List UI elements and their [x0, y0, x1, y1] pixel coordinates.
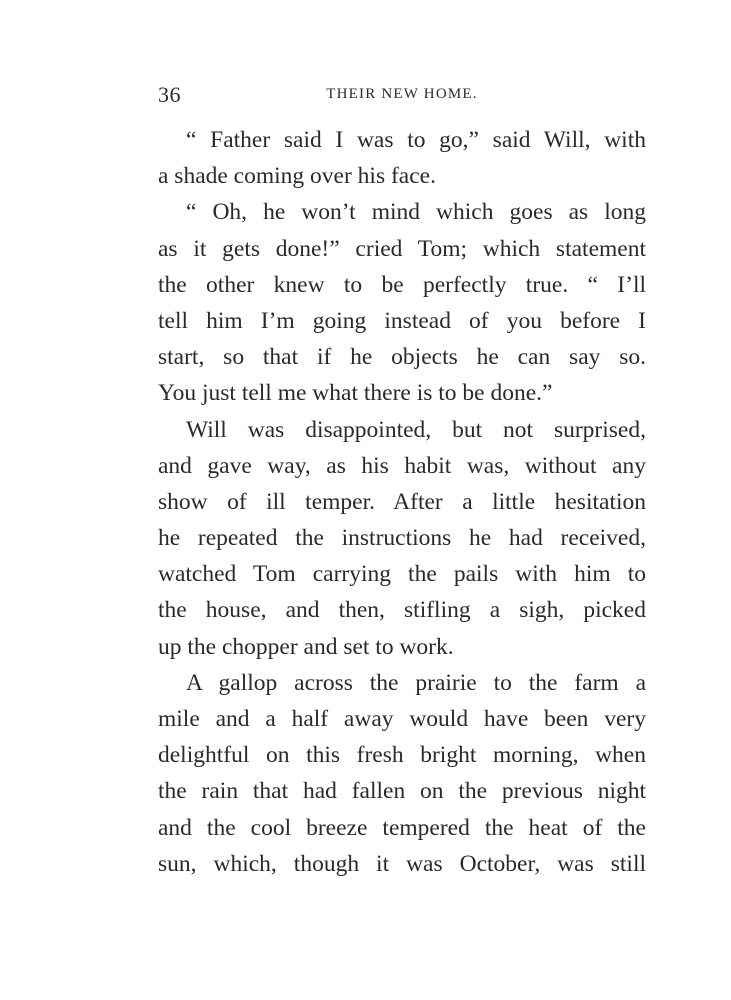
- text-line: delightful on this fresh bright morning, when: [158, 742, 646, 769]
- text-line: tell him I’m going instead of you before I: [158, 307, 646, 334]
- page-header: [158, 82, 646, 112]
- page-number: 36: [158, 82, 181, 107]
- text-line: the other knew to be perfectly true. “ I’ll: [158, 271, 646, 298]
- text-line: You just tell me what there is to be done.”: [158, 380, 553, 407]
- text-line: the rain that had fallen on the previous night: [158, 778, 646, 805]
- text-line: A gallop across the prairie to the farm a: [186, 669, 646, 696]
- text-line: up the chopper and set to work.: [158, 633, 454, 660]
- running-head: THEIR NEW HOME.: [326, 86, 478, 102]
- body-text: [158, 122, 646, 882]
- text-line: “ Oh, he won’t mind which goes as long: [186, 199, 646, 226]
- text-line: Will was disappointed, but not surprised,: [186, 416, 646, 443]
- text-line: and the cool breeze tempered the heat of the: [158, 814, 646, 841]
- text-line: “ Father said I was to go,” said Will, with: [186, 127, 646, 153]
- text-line: a shade coming over his face.: [158, 163, 436, 190]
- text-line: he repeated the instructions he had received,: [158, 525, 646, 552]
- text-line: and gave way, as his habit was, without any: [158, 452, 646, 479]
- text-line: watched Tom carrying the pails with him to: [158, 561, 646, 588]
- text-line: as it gets done!” cried Tom; which statement: [158, 235, 646, 262]
- text-line: sun, which, though it was October, was still: [158, 850, 646, 877]
- text-line: start, so that if he objects he can say so.: [158, 344, 646, 371]
- text-line: show of ill temper. After a little hesitation: [158, 488, 646, 515]
- text-line: the house, and then, stifling a sigh, picked: [158, 597, 646, 624]
- text-line: mile and a half away would have been very: [158, 706, 646, 732]
